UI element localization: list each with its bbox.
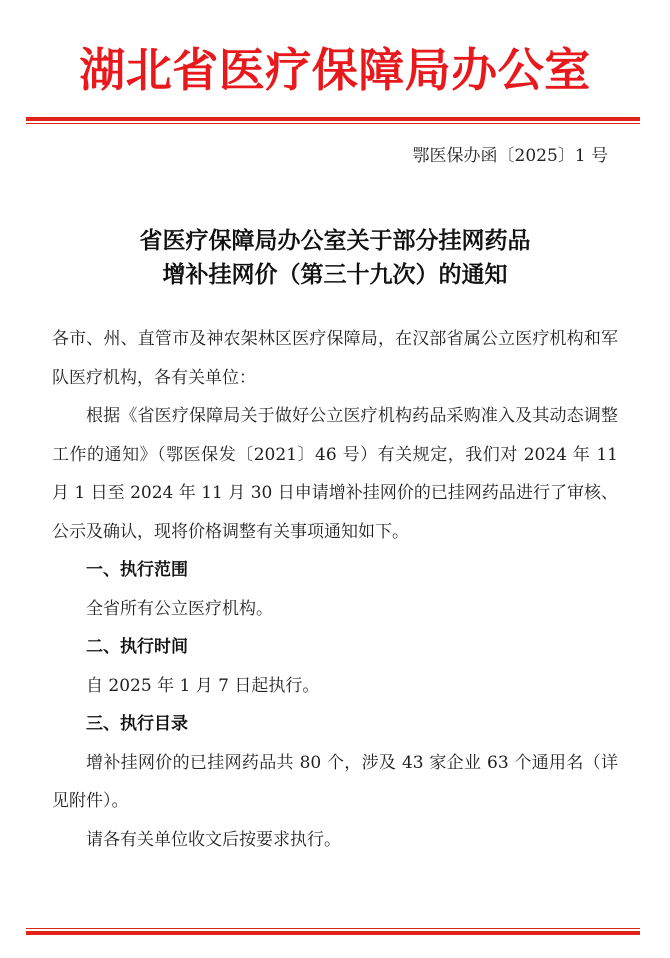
closing-paragraph: 请各有关单位收文后按要求执行。 — [86, 829, 341, 850]
section-content-scope: 全省所有公立医疗机构。 — [86, 598, 273, 619]
section-heading-scope: 一、执行范围 — [86, 560, 188, 580]
document-number: 鄂医保办函〔2025〕1 号 — [412, 146, 608, 166]
title-line-2: 增补挂网价（第三十九次）的通知 — [162, 262, 508, 288]
document-title — [0, 224, 670, 292]
salutation: 各市、州、直管市及神农架林区医疗保障局，在汉部省属公立医疗机构和军队医疗机构，各有关单位： — [52, 329, 618, 388]
masthead-title: 湖北省医疗保障局办公室 — [79, 43, 591, 97]
section-heading-time: 二、执行时间 — [86, 637, 188, 657]
section-content-catalog: 增补挂网价的已挂网药品共 80 个，涉及 43 家企业 63 个通用名（详见附件）。 — [52, 752, 618, 811]
section-heading-catalog: 三、执行目录 — [86, 714, 188, 734]
section-content-time: 自 2025 年 1 月 7 日起执行。 — [86, 675, 320, 696]
title-line-1: 省医疗保障局办公室关于部分挂网药品 — [139, 228, 531, 254]
footer-divider — [26, 928, 640, 935]
document-body — [52, 320, 618, 859]
header-divider — [26, 117, 640, 124]
intro-paragraph: 根据《省医疗保障局关于做好公立医疗机构药品采购准入及其动态调整工作的通知》（鄂医保发〔2021〕46 号）有关规定，我们对 2024 年 11 月 1 日至 2024 年 11 月 30 日申请增补挂网价的已挂网药品进行了审核、公示及确认，现将价格调整有关事项通知如下。 — [52, 406, 618, 542]
